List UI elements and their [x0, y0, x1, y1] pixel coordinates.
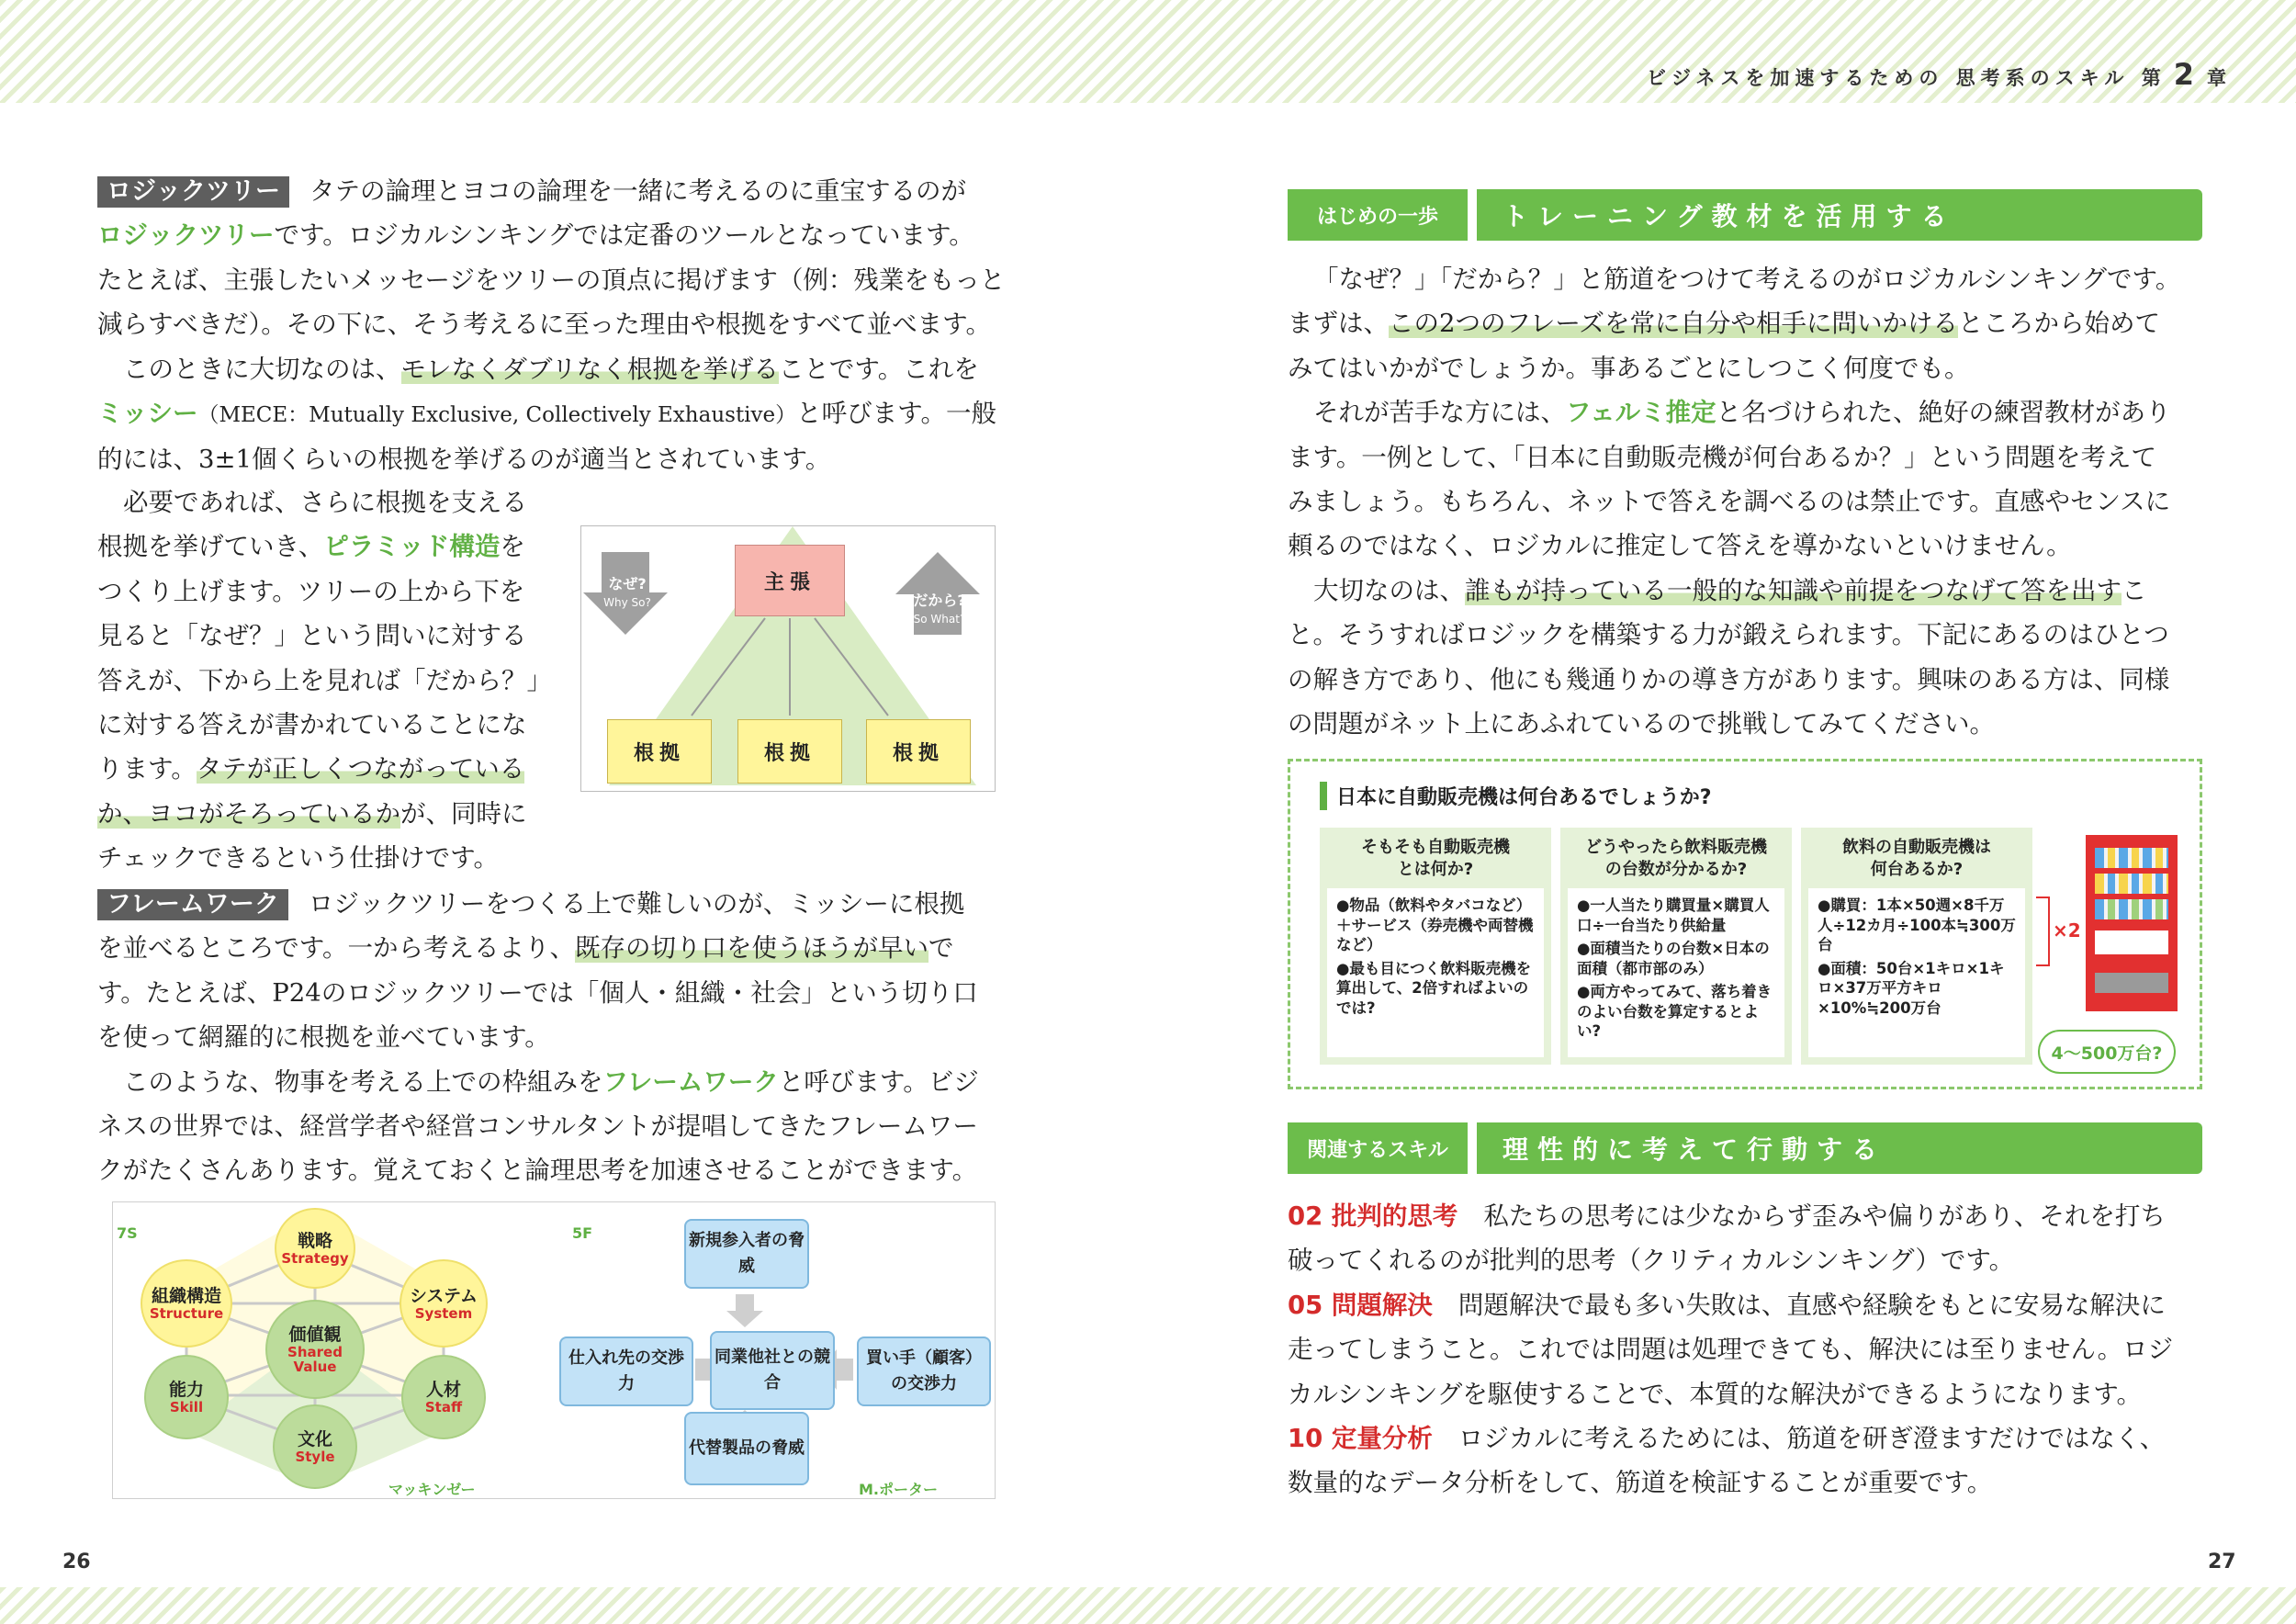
why-en-label: Why So?	[603, 596, 651, 609]
running-header	[1647, 57, 2232, 92]
machine-shelf	[2095, 899, 2168, 919]
text-span: ます。一例として、「日本に自動販売機が何台あるか？」という問題を考えて	[1288, 442, 2156, 472]
keyword-framework: フレームワーク	[602, 1066, 779, 1097]
text-span: と呼びます。一般	[796, 399, 996, 429]
highlight-text: 誰もが持っている一般的な知識や前提をつなげて答を出す	[1465, 575, 2122, 605]
node-en: Shared Value	[287, 1344, 343, 1375]
keyword-logic-tree: ロジックツリー	[97, 220, 275, 251]
section-title: トレーニング教材を活用する	[1477, 189, 2202, 241]
node-ja: 組織構造	[151, 1286, 221, 1306]
highlight-text: モレなくダブリなく根拠を挙げる	[400, 354, 779, 384]
header-suffix: 章	[2207, 67, 2232, 89]
text-span: 根拠を挙げていき、	[97, 532, 324, 562]
column-item: ●購買：1本×50週×8千万人÷12カ月÷100本≒300万台	[1818, 897, 2016, 953]
text-span: 私たちの思考には少なからず歪みや偏りがあり、それを打ち	[1483, 1201, 2166, 1231]
training-paragraph	[1288, 257, 2206, 746]
mece-definition: （MECE：Mutually Exclusive, Collectively Exhaustive）	[197, 403, 797, 428]
5f-substitutes-box: 代替製品の脅威	[684, 1412, 809, 1485]
page-number-left: 26	[62, 1551, 91, 1573]
column-header-line: の台数が分かるか?	[1604, 860, 1748, 879]
machine-shelf	[2095, 874, 2168, 894]
column-item: ●面積当たりの台数×日本の面積（都市部のみ）	[1577, 940, 1770, 977]
so-what-en-label: So What?	[913, 613, 966, 626]
node-en: Strategy	[281, 1250, 349, 1267]
text-span: ネスの世界では、経営学者や経営コンサルタントが提唱してきたフレームワー	[97, 1111, 978, 1142]
vending-machine-exercise-box	[1288, 759, 2202, 1089]
text-span: ところから始めて	[1958, 309, 2161, 339]
text-span: ことです。これを	[778, 354, 979, 384]
node-en: Style	[295, 1449, 335, 1465]
text-span: を使って網羅的に根拠を並べています。	[97, 1022, 550, 1053]
column-header-line: とは何か?	[1397, 860, 1474, 879]
5f-buyers-box: 買い手（顧客）の交渉力	[857, 1336, 991, 1406]
logic-tree-paragraph	[97, 169, 1016, 482]
text-span: このときに大切なのは、	[123, 354, 401, 384]
text-span: 大切なのは、	[1313, 575, 1465, 605]
7s-label: 7S	[117, 1224, 138, 1242]
text-span: す。たとえば、P24のロジックツリーでは「個人・組織・社会」という切り口	[97, 977, 978, 1008]
highlight-text: この2つのフレーズを常に自分や相手に問いかける	[1389, 309, 1959, 339]
skill-05-label: 05 問題解決	[1288, 1290, 1433, 1320]
node-ja: 価値観	[288, 1325, 342, 1345]
highlight-text: 既存の切り口を使うほうが早い	[575, 933, 929, 964]
text-span: タテの論理とヨコの論理を一緒に考えるのに重宝するのが	[310, 176, 966, 206]
keyword-fermi: フェルミ推定	[1566, 398, 1716, 428]
highlight-text: か、ヨコがそろっているか	[97, 798, 400, 829]
5f-rivalry-box: 同業他社との競合	[710, 1331, 835, 1410]
text-span: 破ってくれるのが批判的思考（クリティカルシンキング）です。	[1288, 1246, 2015, 1276]
logic-tree-tag: ロジックツリー	[97, 176, 289, 208]
text-span: みましょう。もちろん、ネットで答えを調べるのは禁止です。直感やセンスに	[1288, 487, 2171, 517]
node-en: System	[414, 1305, 473, 1322]
text-span: が、同時に	[400, 798, 527, 829]
text-span: まずは、	[1288, 309, 1389, 339]
section-heading-first-step	[1288, 189, 2202, 241]
node-ja: システム	[409, 1286, 478, 1306]
text-span: です。ロジカルシンキングでは定番のツールとなっています。	[274, 220, 974, 251]
text-span: つくり上げます。ツリーの上から下を	[97, 576, 525, 606]
column-item: ●物品（飲料やタバコなど）＋サービス（券売機や両替機など）	[1336, 897, 1534, 953]
page-number-right: 27	[2208, 1551, 2236, 1573]
why-so-arrow-label	[583, 570, 671, 616]
text-span: に対する答えが書かれていることにな	[97, 710, 527, 740]
text-span: 「なぜ？」「だから？」と筋道をつけて考えるのがロジカルシンキングです。	[1313, 265, 2181, 294]
text-span: 頼るのではなく、ロジカルに推定して答えを導かないといけません。	[1288, 531, 2072, 561]
reason-box: 根拠	[737, 719, 842, 784]
answer-bubble: 4〜500万台?	[2038, 1030, 2176, 1074]
text-span: ロジカルに考えるためには、筋道を研ぎ澄ますだけではなく、	[1458, 1424, 2166, 1454]
node-en: Skill	[169, 1399, 204, 1415]
node-ja: 文化	[297, 1429, 332, 1449]
machine-shelf	[2095, 848, 2168, 868]
text-span: を	[500, 532, 525, 562]
text-span: ります。	[97, 754, 197, 784]
framework-figure	[112, 1201, 996, 1499]
bottom-stripe-band	[0, 1587, 2296, 1624]
text-span: と名づけられた、絶好の練習教材があり	[1716, 398, 2171, 428]
node-en: Structure	[149, 1305, 224, 1322]
text-span: このような、物事を考える上での枠組みを	[123, 1066, 603, 1097]
highlight-text: タテが正しくつながっている	[196, 754, 525, 784]
text-span: クがたくさんあります。覚えておくと論理思考を加速させることができます。	[97, 1156, 978, 1186]
text-span: で	[929, 933, 954, 964]
column-item: ●両方やってみて、落ち着きのよい台数を算定するとよい?	[1577, 983, 1773, 1040]
section-label: はじめの一歩	[1288, 189, 1468, 241]
text-span: 減らすべきだ）。その下に、そう考えるに至った理由や根拠をすべて並べます。	[97, 310, 991, 340]
column-item: ●最も目につく飲料販売機を算出して、2倍すればよいのでは?	[1336, 959, 1532, 1017]
text-span: みてはいかがでしょうか。事あるごとにしつこく何度でも。	[1288, 353, 1970, 383]
text-span: 走ってしまうこと。これでは問題は処理できても、解決には至りません。ロジ	[1288, 1335, 2174, 1365]
header-prefix: ビジネスを加速するための 思考系のスキル 第	[1646, 67, 2167, 89]
7s-credit: マッキンゼー	[388, 1481, 476, 1498]
machine-slot	[2095, 973, 2168, 993]
text-span: を並べるところです。一から考えるより、	[97, 933, 576, 964]
column-header-line: 飲料の自動販売機は	[1842, 838, 1991, 857]
text-span: と呼びます。ビジ	[778, 1066, 979, 1097]
text-span: カルシンキングを駆使することで、本質的な解決ができるようになります。	[1288, 1379, 2143, 1409]
column-item: ●一人当たり購買量×購買人口÷一台当たり供給量	[1577, 897, 1770, 934]
related-skills-paragraph	[1288, 1194, 2206, 1506]
column-header-line: 何台あるか?	[1870, 860, 1964, 879]
column-item: ●面積：50台×1キロ×1キロ×37万平方キロ×10%≒200万台	[1818, 959, 2005, 1017]
keyword-pyramid: ピラミッド構造	[323, 532, 501, 562]
framework-tag: フレームワーク	[97, 889, 288, 920]
column-header-line: どうやったら飲料販売機	[1585, 838, 1767, 857]
5f-label: 5F	[572, 1224, 593, 1242]
exercise-title: 日本に自動販売機は何台あるでしょうか?	[1320, 782, 1712, 810]
text-span: と。そうすればロジックを構築する力が鍛えられます。下記にあるのはひとつ	[1288, 620, 2169, 650]
chapter-number: 2	[2173, 57, 2200, 92]
text-span: 的には、3±1個くらいの根拠を挙げるのが適当とされています。	[97, 445, 831, 475]
multiplier-label: ×2	[2053, 919, 2081, 942]
why-label: なぜ?	[608, 575, 647, 592]
text-span: それが苦手な方には、	[1313, 398, 1566, 428]
node-ja: 能力	[168, 1380, 204, 1400]
text-span: 数量的なデータ分析をして、筋道を検証することが重要です。	[1288, 1468, 1993, 1498]
text-span: チェックできるという仕掛けです。	[97, 843, 499, 874]
skill-10-label: 10 定量分析	[1288, 1424, 1433, 1454]
text-span: ロジックツリーをつくる上で難しいのが、ミッシーに根拠	[308, 889, 965, 919]
reason-box: 根拠	[607, 719, 712, 784]
5f-new-entrants-box: 新規参入者の脅威	[684, 1219, 809, 1289]
node-ja: 戦略	[297, 1231, 332, 1251]
machine-panel	[2095, 930, 2168, 954]
text-span: たとえば、主張したいメッセージをツリーの頂点に掲げます（例：残業をもっと	[97, 265, 1006, 295]
pyramid-diagram	[580, 525, 996, 792]
text-span: の問題がネット上にあふれているので挑戦してみてください。	[1288, 709, 1995, 739]
node-ja: 人材	[425, 1380, 461, 1400]
pyramid-paragraph	[97, 480, 557, 881]
skill-02-label: 02 批判的思考	[1288, 1201, 1458, 1231]
keyword-mece: ミッシー	[97, 399, 198, 429]
so-what-label: だから?	[913, 592, 966, 609]
column-header-line: そもそも自動販売機	[1361, 838, 1510, 857]
section-heading-related-skills	[1288, 1122, 2202, 1174]
5f-credit: M.ポーター	[859, 1481, 939, 1498]
framework-paragraph	[97, 882, 1016, 1193]
text-span: 見ると「なぜ？」という問いに対する	[97, 621, 527, 651]
vending-machine-icon	[2086, 835, 2178, 1011]
text-span: 答えが、下から上を見れば「だから？」	[97, 665, 552, 695]
5f-suppliers-box: 仕入れ先の交渉力	[559, 1336, 693, 1406]
reason-box: 根拠	[866, 719, 971, 784]
text-span: の解き方であり、他にも幾通りかの導き方があります。興味のある方は、同様	[1288, 664, 2170, 694]
section-title: 理性的に考えて行動する	[1477, 1122, 2202, 1174]
so-what-arrow-label	[895, 587, 984, 633]
node-en: Staff	[424, 1399, 463, 1415]
text-span: こ	[2122, 575, 2147, 605]
section-label: 関連するスキル	[1288, 1122, 1468, 1174]
text-span: 必要であれば、さらに根拠を支える	[123, 488, 527, 517]
claim-box: 主張	[735, 545, 845, 616]
text-span: 問題解決で最も多い失敗は、直感や経験をもとに安易な解決に	[1458, 1290, 2166, 1320]
